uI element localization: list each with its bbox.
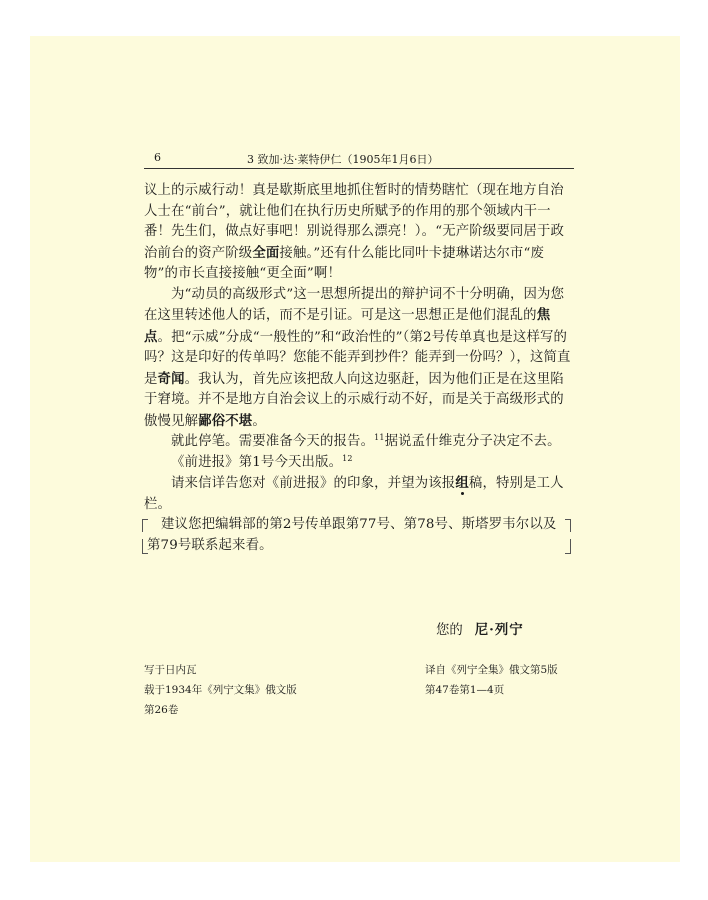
note-line: 译自《列宁全集》俄文第5版	[425, 664, 558, 676]
bracketed-note	[144, 515, 563, 556]
footnote-ref: 11	[374, 433, 385, 442]
source-notes-left	[144, 660, 297, 720]
text-run: 稿，特别是工人栏。	[144, 476, 564, 512]
paragraph-1	[144, 181, 576, 285]
text-run: 接触。”还有什么能比同叶卡捷琳诺达尔市“废物”的市长直接接触“更全面”啊！	[144, 245, 544, 281]
paragraph-6: 建议您把编辑部的第2号传单跟第77号、第78号、斯塔罗韦尔以及第79号联系起来看。	[147, 517, 557, 553]
letter-body	[144, 181, 576, 556]
bracket-mark	[142, 519, 148, 532]
text-run: 。我认为，首先应该把敌人向这边驱赶，因为他们正是在这里陷于窘境。并不是地方自治会议上的示威行动不好，而是关于高级形式的傲慢见解	[144, 371, 564, 429]
emphasis-text: 全面	[252, 244, 280, 261]
paragraph-3	[144, 432, 576, 453]
bracket-mark	[142, 539, 148, 554]
note-line: 第26卷	[144, 704, 179, 716]
text-run: 议上的示威行动！真是歇斯底里地抓住暂时的情势瞎忙（现在地方自治人士在“前台”，就让他们在执行历史所赋予的作用的那个领域内干一番！先生们，做点好事吧！别说得那么漂亮！）。“无产阶级要同居于政治前台的资产阶级	[144, 183, 565, 261]
note-line: 写于日内瓦	[144, 664, 197, 676]
running-title: 3 致加·达·莱特伊仁（1905年1月6日）	[247, 153, 439, 166]
paragraph-2	[144, 285, 576, 433]
emphasis-text: 奇闻	[157, 370, 185, 387]
text-run: 据说孟什维克分子决定不去。	[384, 434, 561, 449]
bracket-mark	[565, 519, 571, 532]
note-line: 载于1934年《列宁文集》俄文版	[144, 684, 297, 696]
signature	[436, 619, 524, 638]
note-line: 第47卷第1—4页	[425, 684, 505, 696]
signature-closing: 您的	[436, 623, 463, 638]
text-run: 《前进报》第1号今天出版。	[171, 454, 343, 470]
paragraph-5	[144, 473, 576, 515]
running-header	[144, 150, 574, 169]
paragraph-4	[144, 453, 576, 474]
bracket-mark	[565, 539, 571, 554]
dotted-emphasis-char: 组	[455, 475, 469, 491]
signature-name: 尼·列宁	[474, 622, 524, 638]
page-number: 6	[154, 151, 161, 164]
text-run: 。	[252, 413, 266, 429]
text-run: 就此停笔。需要准备今天的报告。	[171, 434, 375, 449]
emphasis-text: 焦点	[144, 307, 551, 345]
source-notes-right	[425, 660, 558, 700]
footnote-ref: 12	[342, 453, 353, 463]
text-run: 为“动员的高级形式”这一思想所提出的辩护词不十分明确，因为您在这里转述他人的话，而不是引证。可是这一思想正是他们混乱的	[144, 286, 565, 323]
emphasis-text: 鄙俗不堪	[198, 412, 253, 429]
text-run: 请来信详告您对《前进报》的印象，并望为该报	[171, 476, 456, 491]
text-run: 。把“示威”分成“一般性的”和“政治性的”（第2号传单真也是这样写的吗？这是印好的传单吗？您能不能弄到抄件？能弄到一份吗？），这简直是	[144, 329, 571, 387]
